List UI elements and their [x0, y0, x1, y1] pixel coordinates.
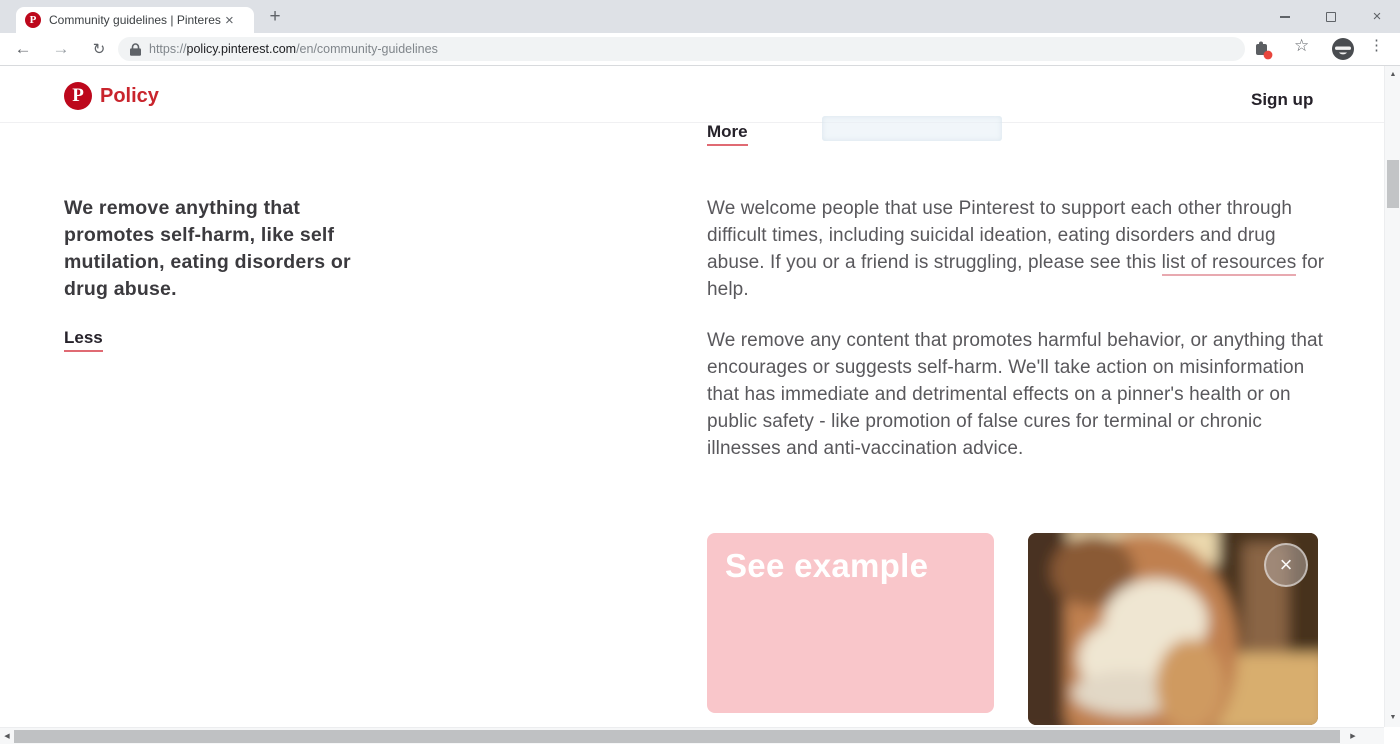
faded-tooltip [822, 116, 1002, 141]
url-scheme: https:// [149, 42, 187, 56]
signup-button[interactable]: Sign up [1251, 90, 1314, 109]
extension-icon [1252, 37, 1276, 61]
minimize-button[interactable] [1262, 0, 1308, 33]
back-button[interactable]: ← [14, 39, 32, 58]
padlock-icon [130, 43, 141, 56]
more-link[interactable]: More [707, 122, 748, 146]
logo-text: Policy [100, 84, 159, 107]
horizontal-scrollbar-thumb[interactable] [14, 730, 1340, 743]
url-path: /en/community-guidelines [296, 42, 438, 56]
new-tab-button[interactable]: + [269, 6, 281, 27]
scroll-up-icon[interactable]: ▲ [1389, 71, 1397, 78]
extension-button[interactable] [1252, 37, 1276, 61]
maximize-button[interactable] [1308, 0, 1354, 33]
browser-menu-icon[interactable]: ⋮ [1369, 37, 1384, 54]
paragraph-welcome [707, 195, 1329, 303]
address-bar[interactable] [118, 37, 1245, 61]
tab-close-icon[interactable]: × [225, 11, 234, 29]
browser-tab[interactable] [16, 7, 254, 33]
bookmark-star-icon[interactable]: ☆ [1294, 36, 1310, 55]
section-heading: We remove anything that promotes self-harm, like self mutilation, eating disorders or drug abuse. [64, 197, 351, 300]
paragraph-welcome-text: We welcome people that use Pinterest to support each other through difficult times, including suicidal ideation, eating disorders and drug abuse. If you or a friend is struggling, please see this [707, 198, 1293, 273]
window-controls [1262, 0, 1400, 33]
more-link-wrap [707, 122, 748, 146]
profile-icon[interactable] [1331, 37, 1355, 66]
pinterest-policy-logo[interactable] [64, 82, 159, 110]
scroll-down-icon[interactable]: ▼ [1389, 714, 1397, 721]
see-example-label: See example [725, 547, 929, 584]
paragraph-remove-content: We remove any content that promotes harmful behavior, or anything that encourages or suggests self-harm. We'll take action on misinformation that has immediate and detrimental effects on a pinner's health or on public safety - like promotion of false cures for terminal or chronic illnesses and anti-vaccination advice. [707, 330, 1324, 459]
pinterest-logo-icon: P [64, 82, 92, 110]
pinterest-favicon-icon: P [25, 12, 41, 28]
horizontal-scrollbar[interactable] [0, 727, 1384, 744]
less-link-wrap [64, 328, 103, 352]
browser-tab-bar [0, 0, 1400, 33]
window-close-button[interactable]: × [1372, 8, 1382, 25]
browser-toolbar [0, 33, 1400, 66]
header-divider [0, 122, 1384, 123]
url-text [149, 42, 438, 56]
refresh-button[interactable]: ↻ [92, 41, 106, 58]
example-close-button[interactable]: × [1264, 543, 1308, 587]
paragraph-welcome-tail: for help. [707, 252, 1325, 300]
list-of-resources-link[interactable]: list of resources [1162, 252, 1297, 276]
url-domain: policy.pinterest.com [186, 42, 297, 56]
page-viewport [0, 66, 1400, 744]
tab-title: Community guidelines | Pinteres [49, 13, 221, 27]
vertical-scrollbar[interactable] [1384, 66, 1400, 727]
see-example-card[interactable] [707, 533, 994, 713]
scroll-right-icon[interactable]: ▶ [1350, 733, 1356, 740]
maximize-icon [1326, 12, 1336, 22]
scroll-left-icon[interactable]: ◀ [4, 733, 10, 740]
less-link[interactable]: Less [64, 328, 103, 352]
minimize-icon [1280, 16, 1290, 18]
example-image [1028, 533, 1318, 725]
vertical-scrollbar-thumb[interactable] [1387, 160, 1399, 208]
forward-button[interactable]: → [52, 39, 70, 58]
